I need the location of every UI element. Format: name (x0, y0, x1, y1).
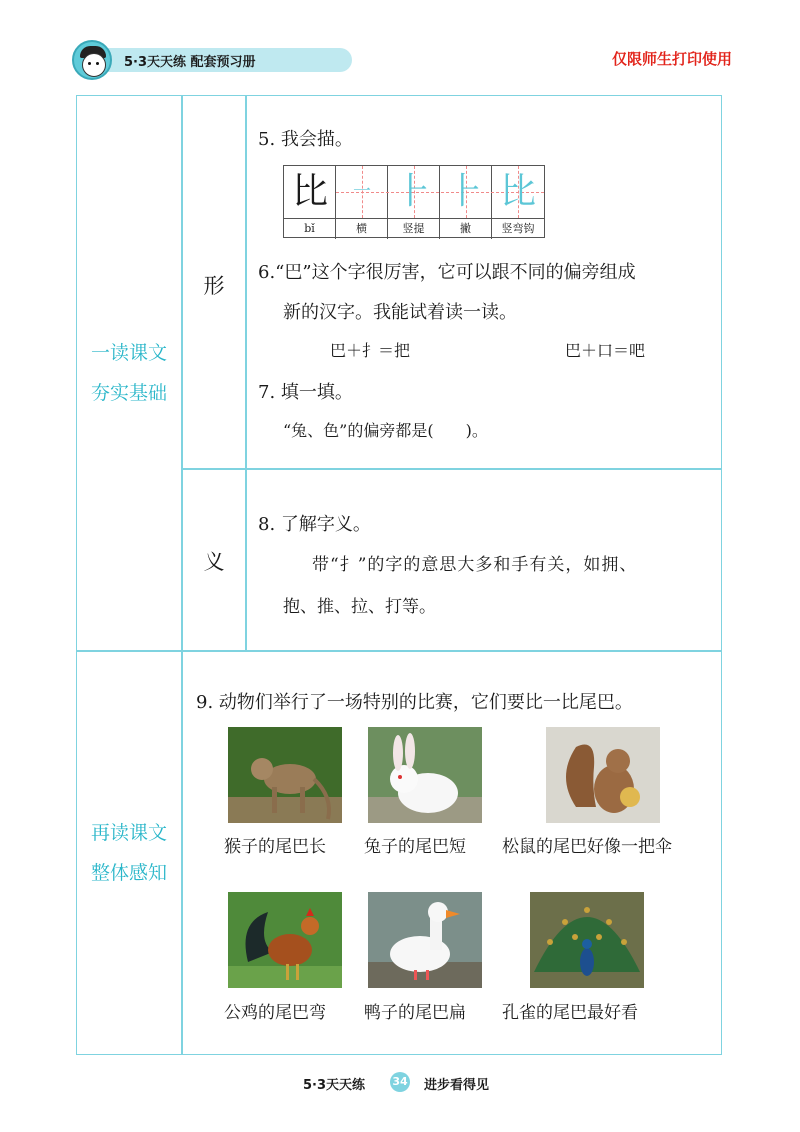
book-title: 5·3天天练 配套预习册 (124, 55, 256, 70)
caption-rabbit: 兔子的尾巴短 (364, 837, 466, 857)
duck-photo (368, 892, 482, 988)
q8-title: 8. 了解字义。 (258, 514, 371, 535)
rooster-photo (228, 892, 342, 988)
section-1-label-line2: 夯实基础 (90, 382, 167, 404)
trace-stroke-1[interactable]: 一 (353, 181, 371, 202)
sub-label-meaning: 义 (203, 550, 225, 574)
stroke-name: 撇 (440, 219, 492, 239)
section-2-label-line2: 整体感知 (90, 862, 167, 884)
stroke-name: 横 (336, 219, 388, 239)
q6-line2: 新的汉字。我能试着读一读。 (283, 302, 517, 323)
q5-title: 5. 我会描。 (258, 129, 353, 150)
tracing-grid (283, 165, 545, 238)
q7-title: 7. 填一填。 (258, 382, 353, 403)
page-number: 34 (390, 1072, 410, 1092)
caption-monkey: 猴子的尾巴长 (224, 837, 326, 857)
q6-line1: 6.“巴”这个字很厉害，它可以跟不同的偏旁组成 (258, 262, 636, 283)
squirrel-photo (546, 727, 660, 823)
q7-fill-blank[interactable]: “兔、色”的偏旁都是( )。 (283, 421, 488, 440)
q8-line1: 带“扌”的字的意思大多和手有关，如拥、 (312, 555, 638, 575)
print-notice: 仅限师生打印使用 (611, 50, 732, 68)
page-header (72, 40, 732, 80)
footer-slogan: 进步看得见 (424, 1078, 490, 1093)
stroke-name: 竖弯钩 (501, 222, 535, 235)
page-footer (0, 1070, 800, 1094)
trace-stroke-4[interactable]: 比 (499, 171, 536, 212)
model-character: 比 (291, 171, 328, 212)
q6-equation-2: 巴＋口＝吧 (565, 341, 646, 360)
caption-peacock: 孔雀的尾巴最好看 (502, 1003, 638, 1023)
trace-stroke-2[interactable]: ⺊ (395, 171, 432, 212)
stroke-name: 竖提 (388, 219, 440, 239)
q6-equation-1: 巴＋扌＝把 (330, 341, 411, 360)
divider (245, 95, 247, 651)
caption-rooster: 公鸡的尾巴弯 (224, 1003, 326, 1023)
caption-squirrel: 松鼠的尾巴好像一把伞 (502, 837, 672, 857)
footer-brand: 5·3天天练 (303, 1078, 366, 1093)
peacock-photo (530, 892, 644, 988)
section-2-label-line1: 再读课文 (90, 822, 167, 844)
sub-label-form: 形 (203, 274, 225, 298)
divider (181, 468, 722, 470)
monkey-photo (228, 727, 342, 823)
caption-duck: 鸭子的尾巴扁 (364, 1003, 466, 1023)
divider (76, 650, 722, 652)
trace-stroke-3[interactable]: ⺊ (447, 171, 484, 212)
pinyin-label: bǐ (284, 219, 336, 239)
mascot-logo (72, 40, 112, 80)
q9-title: 9. 动物们举行了一场特别的比赛，它们要比一比尾巴。 (196, 692, 633, 713)
rabbit-photo (368, 727, 482, 823)
q8-line2: 抱、推、拉、打等。 (283, 597, 436, 617)
section-1-label-line1: 一读课文 (90, 342, 167, 364)
